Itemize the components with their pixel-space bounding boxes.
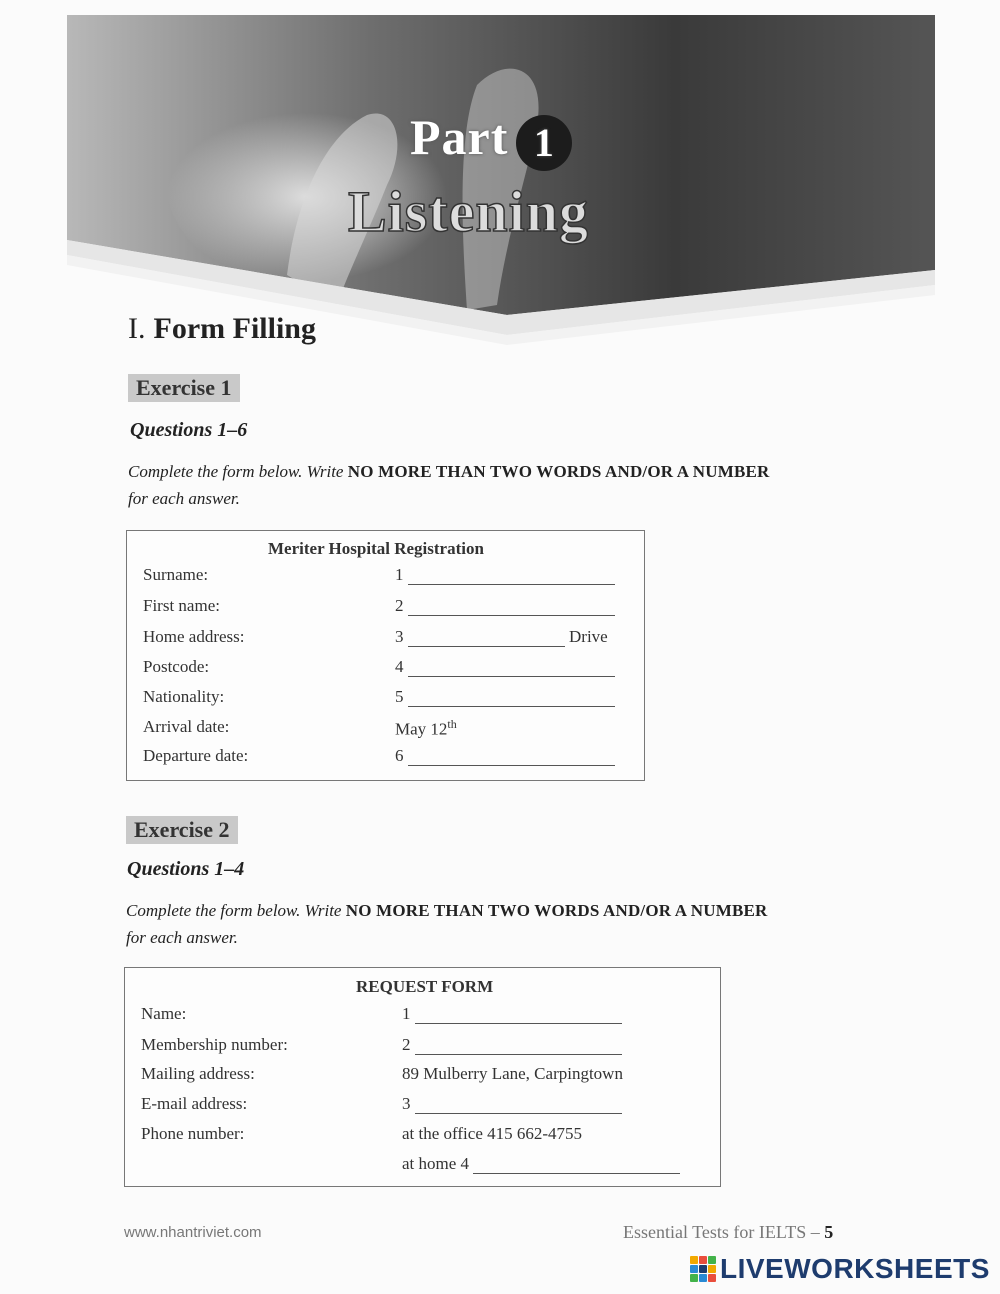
answer-slot[interactable]: [395, 627, 608, 647]
question-number: 6: [395, 746, 404, 765]
field-label: Departure date:: [143, 746, 249, 765]
question-number: 2: [402, 1035, 411, 1054]
question-number: 2: [395, 596, 404, 615]
question-number: 1: [395, 565, 404, 584]
banner-image: [67, 15, 935, 345]
book-title: Essential Tests for IELTS –: [623, 1222, 825, 1242]
answer-blank[interactable]: [415, 1038, 622, 1055]
instruction-caps: NO MORE THAN TWO WORDS AND/OR A NUMBER: [347, 462, 770, 481]
exercise-1-questions: Questions 1–6: [130, 419, 248, 441]
answer-slot[interactable]: [402, 1035, 622, 1055]
hospital-registration-form: [126, 530, 645, 781]
answer-blank[interactable]: [415, 1007, 622, 1024]
answer-blank[interactable]: [408, 568, 615, 585]
field-value: [395, 717, 457, 740]
request-form: [124, 967, 721, 1187]
answer-slot[interactable]: [395, 657, 615, 677]
field-label: Phone number:: [141, 1124, 245, 1143]
section-name: Form Filling: [153, 312, 316, 345]
field-label: Home address:: [143, 627, 245, 646]
liveworksheets-icon: [690, 1256, 716, 1282]
question-number: 4: [395, 657, 404, 676]
exercise-1-label: Exercise 1: [128, 374, 240, 402]
answer-blank[interactable]: [408, 599, 615, 616]
footer-website: www.nhantriviet.com: [124, 1224, 262, 1241]
field-label: Surname:: [143, 565, 209, 584]
exercise-2-instruction: [126, 897, 866, 951]
answer-slot[interactable]: [395, 596, 615, 616]
part-heading: [410, 108, 572, 171]
question-number: 3: [395, 627, 404, 646]
field-label: Postcode:: [143, 657, 210, 676]
field-label: Nationality:: [143, 687, 225, 706]
instruction-tail: for each answer.: [126, 928, 238, 947]
field-label: Mailing address:: [141, 1064, 255, 1083]
instruction-tail: for each answer.: [128, 489, 240, 508]
exercise-1-instruction: [128, 458, 868, 512]
question-number: 3: [402, 1094, 411, 1113]
date-suffix: th: [447, 717, 457, 731]
answer-blank[interactable]: [408, 630, 565, 647]
part-label: Part: [410, 109, 509, 165]
exercise-2-questions: Questions 1–4: [127, 858, 245, 880]
mailing-address-value: 89 Mulberry Lane, Carpingtown: [402, 1064, 623, 1083]
question-number: 5: [395, 687, 404, 706]
part-number-badge: 1: [516, 115, 572, 171]
form-title: Meriter Hospital Registration: [268, 539, 484, 558]
answer-slot[interactable]: [395, 746, 615, 766]
home-phone-label: at home 4: [402, 1154, 470, 1173]
answer-slot[interactable]: [395, 565, 615, 585]
field-label: Arrival date:: [143, 717, 230, 736]
answer-blank[interactable]: [473, 1157, 680, 1174]
field-label: E-mail address:: [141, 1094, 248, 1113]
field-label: First name:: [143, 596, 220, 615]
field-suffix: Drive: [569, 627, 608, 646]
liveworksheets-text: LIVEWORKSHEETS: [720, 1253, 990, 1284]
answer-blank[interactable]: [415, 1097, 622, 1114]
instruction-caps: NO MORE THAN TWO WORDS AND/OR A NUMBER: [345, 901, 768, 920]
answer-slot[interactable]: [402, 1154, 680, 1174]
answer-blank[interactable]: [408, 749, 615, 766]
answer-slot[interactable]: [402, 1004, 622, 1024]
field-label: Name:: [141, 1004, 187, 1023]
section-title: [128, 312, 316, 346]
instruction-text: Complete the form below. Write: [126, 901, 346, 920]
page-number: 5: [824, 1222, 834, 1242]
answer-blank[interactable]: [408, 690, 615, 707]
answer-slot[interactable]: [395, 687, 615, 707]
instruction-text: Complete the form below. Write: [128, 462, 348, 481]
question-number: 1: [402, 1004, 411, 1023]
form-title: REQUEST FORM: [356, 977, 494, 996]
footer-book-title: [623, 1222, 833, 1243]
field-label: Membership number:: [141, 1035, 288, 1054]
section-number: I.: [128, 312, 146, 345]
liveworksheets-logo: [690, 1252, 990, 1286]
exercise-2-label: Exercise 2: [126, 816, 238, 844]
answer-slot[interactable]: [402, 1094, 622, 1114]
arrival-date: May 12: [395, 719, 448, 739]
office-phone-value: at the office 415 662-4755: [402, 1124, 583, 1143]
answer-blank[interactable]: [408, 660, 615, 677]
banner-title: Listening: [348, 179, 590, 244]
